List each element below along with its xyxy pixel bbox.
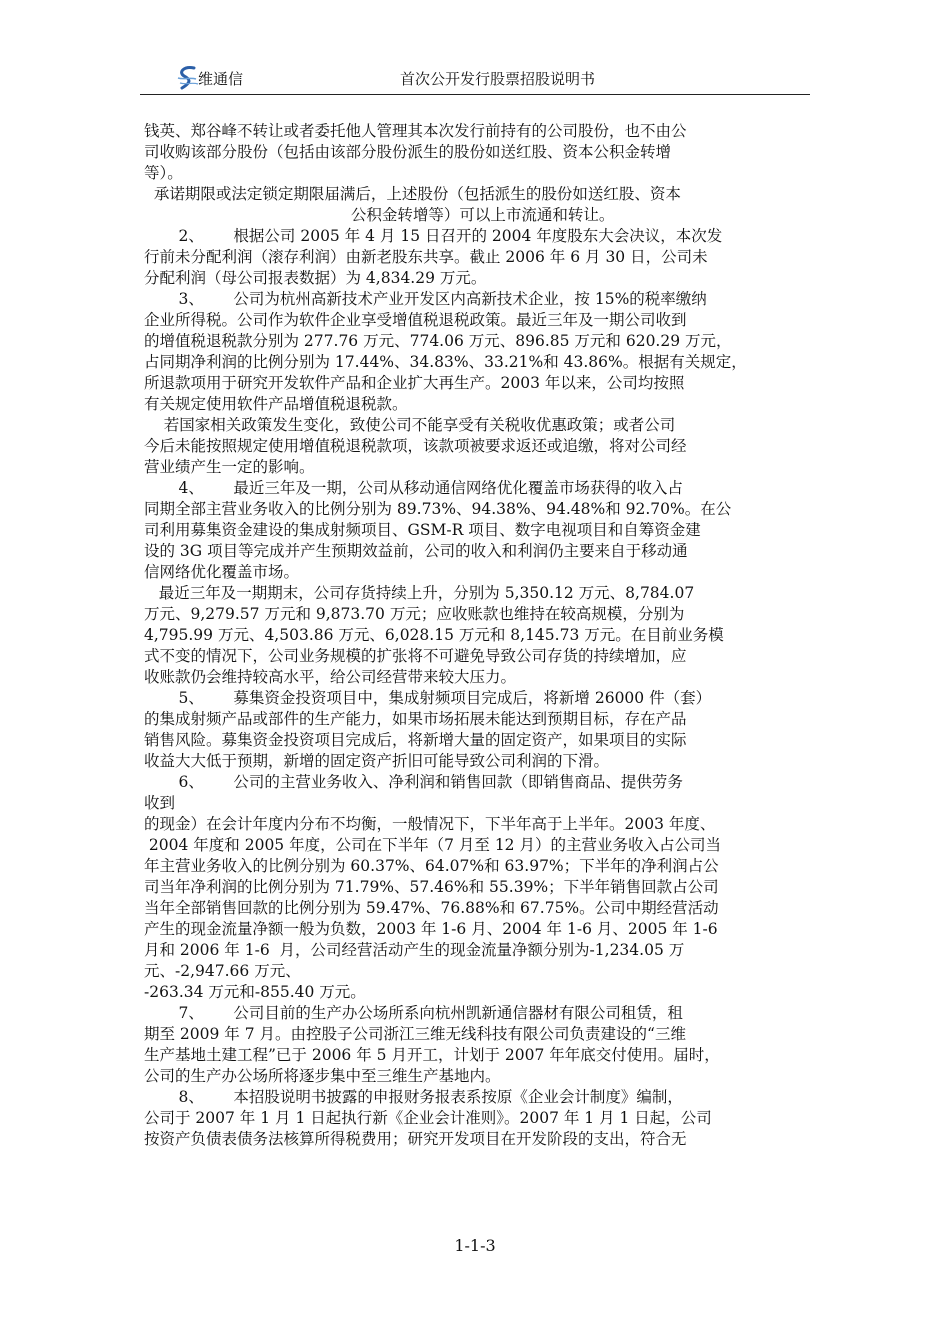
text-line: 2、 根据公司 2005 年 4 月 15 日召开的 2004 年度股东大会决议，本次发 (144, 227, 723, 245)
text-line: 司利用募集资金建设的集成射频项目、GSM-R 项目、数字电视项目和自筹资金建 (144, 521, 701, 539)
page-header (140, 60, 810, 95)
text-line: 有关规定使用软件产品增值税退税款。 (144, 395, 408, 413)
text-line: 占同期净利润的比例分别为 17.44%、34.83%、33.21%和 43.86%。根据有关规定， (144, 353, 747, 371)
text-line: 万元、9,279.57 万元和 9,873.70 万元；应收账款也维持在较高规模，分别为 (144, 605, 685, 623)
text-line: 承诺期限或法定锁定期限届满后，上述股份（包括派生的股份如送红股、资本 (144, 185, 681, 203)
text-line: 期至 2009 年 7 月。由控股子公司浙江三维无线科技有限公司负责建设的“三维 (144, 1025, 686, 1043)
text-line: 的现金）在会计年度内分布不均衡，一般情况下，下半年高于上半年。2003 年度、 (144, 815, 716, 833)
text-line: 同期全部主营业务收入的比例分别为 89.73%、94.38%、94.48%和 92.70%。在公 (144, 500, 732, 518)
text-line: 设的 3G 项目等完成并产生预期效益前，公司的收入和利润仍主要来自于移动通 (144, 542, 688, 560)
text-line: 公司的生产办公场所将逐步集中至三维生产基地内。 (144, 1067, 501, 1085)
text-line: 2004 年度和 2005 年度，公司在下半年（7 月至 12 月）的主营业务收入占公司当 (144, 836, 721, 854)
text-line: 司收购该部分股份（包括由该部分股份派生的股份如送红股、资本公积金转增 (144, 143, 672, 161)
text-line: 最近三年及一期期末，公司存货持续上升，分别为 5,350.12 万元、8,784.07 (144, 584, 695, 602)
text-line: 月和 2006 年 1-6 月，公司经营活动产生的现金流量净额分别为-1,234.05 万 (144, 941, 685, 959)
text-line: 4、 最近三年及一期，公司从移动通信网络优化覆盖市场获得的收入占 (144, 479, 683, 497)
text-line: 收益大大低于预期，新增的固定资产折旧可能导致公司利润的下滑。 (144, 752, 610, 770)
text-line: 的增值税退税款分别为 277.76 万元、774.06 万元、896.85 万元和 620.29 万元， (144, 332, 732, 350)
text-line: 企业所得税。公司作为软件企业享受增值税退税政策。最近三年及一期公司收到 (144, 311, 687, 329)
text-line: 生产基地土建工程”已于 2006 年 5 月开工，计划于 2007 年年底交付使用。届时， (144, 1046, 720, 1064)
text-line: 销售风险。募集资金投资项目完成后，将新增大量的固定资产，如果项目的实际 (144, 731, 687, 749)
text-line: 若国家相关政策发生变化，致使公司不能享受有关税收优惠政策；或者公司 (144, 416, 676, 434)
text-line: 公积金转增等）可以上市流通和转让。 (144, 206, 615, 224)
text-line: 等）。 (144, 164, 183, 182)
text-line: 7、 公司目前的生产办公场所系向杭州凯新通信器材有限公司租赁，租 (144, 1004, 683, 1022)
text-line: 信网络优化覆盖市场。 (144, 563, 300, 581)
text-line: 按资产负债表债务法核算所得税费用；研究开发项目在开发阶段的支出，符合无 (144, 1130, 687, 1148)
text-line: -263.34 万元和-855.40 万元。 (144, 983, 366, 1001)
text-line: 4,795.99 万元、4,503.86 万元、6,028.15 万元和 8,145.73 万元。在目前业务模 (144, 626, 724, 644)
text-line: 收到 (144, 794, 176, 812)
text-line: 行前未分配利润（滚存利润）由新老股东共享。截止 2006 年 6 月 30 日，公司未 (144, 248, 708, 266)
text-line: 3、 公司为杭州高新技术产业开发区内高新技术企业，按 15%的税率缴纳 (144, 290, 707, 308)
text-line: 年主营业务收入的比例分别为 60.37%、64.07%和 63.97%；下半年的净利润占公 (144, 857, 719, 875)
text-line: 营业绩产生一定的影响。 (144, 458, 315, 476)
text-line: 当年全部销售回款的比例分别为 59.47%、76.88%和 67.75%。公司中期经营活动 (144, 899, 719, 917)
text-line: 收账款仍会维持较高水平，给公司经营带来较大压力。 (144, 668, 517, 686)
text-line: 6、 公司的主营业务收入、净利润和销售回款（即销售商品、提供劳务 (144, 773, 683, 791)
text-line: 式不变的情况下，公司业务规模的扩张将不可避免导致公司存货的持续增加，应 (144, 647, 687, 665)
document-body (144, 121, 820, 1150)
page-number: 1-1-3 (454, 1236, 496, 1255)
company-logo-icon (174, 64, 200, 92)
text-line: 分配利润（母公司报表数据）为 4,834.29 万元。 (144, 269, 487, 287)
company-brand: 维通信 (198, 70, 244, 88)
text-line: 所退款项用于研究开发软件产品和企业扩大再生产。2003 年以来，公司均按照 (144, 374, 685, 392)
text-line: 公司于 2007 年 1 月 1 日起执行新《企业会计准则》。2007 年 1 月 1 日起，公司 (144, 1109, 712, 1127)
document-title: 首次公开发行股票招股说明书 (400, 70, 596, 88)
text-line: 8、 本招股说明书披露的申报财务报表系按原《企业会计制度》编制， (144, 1088, 683, 1106)
text-line: 的集成射频产品或部件的生产能力，如果市场拓展未能达到预期目标，存在产品 (144, 710, 687, 728)
text-line: 司当年净利润的比例分别为 71.79%、57.46%和 55.39%；下半年销售回款占公司 (144, 878, 719, 896)
text-line: 钱英、郑谷峰不转让或者委托他人管理其本次发行前持有的公司股份，也不由公 (144, 122, 687, 140)
text-line: 5、 募集资金投资项目中，集成射频项目完成后，将新增 26000 件（套） (144, 689, 712, 707)
text-line: 今后未能按照规定使用增值税退税款项，该款项被要求返还或追缴，将对公司经 (144, 437, 687, 455)
text-line: 产生的现金流量净额一般为负数，2003 年 1-6 月、2004 年 1-6 月、2005 年 1-6 (144, 920, 718, 938)
text-line: 元、-2,947.66 万元、 (144, 962, 301, 980)
